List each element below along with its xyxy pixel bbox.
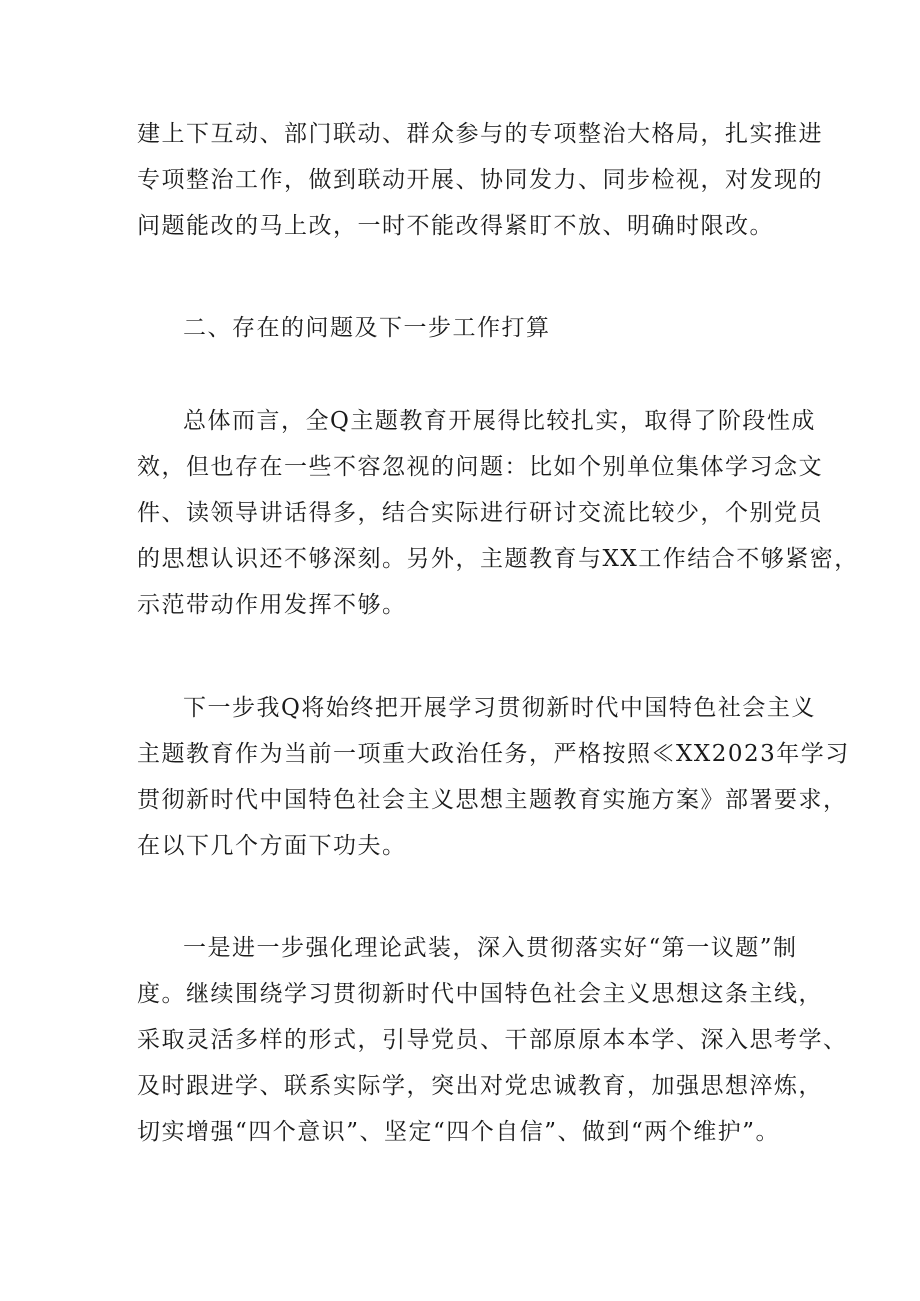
text-line: 一是进一步强化理论武装，深入贯彻落实好“第一议题”制 (183, 935, 798, 961)
text-line: 效，但也存在一些不容忽视的问题：比如个别单位集体学习念文 (137, 454, 823, 480)
intro-paragraph (137, 111, 823, 249)
text-line: 及时跟进学、联系实际学，突出对党忠诚教育，加强思想淬炼， (137, 1073, 823, 1099)
text-line: 的思想认识还不够深刻。另外，主题教育与XX工作结合不够紧密， (137, 546, 859, 572)
text-line: 总体而言，全Q主题教育开展得比较扎实，取得了阶段性成 (183, 408, 816, 434)
first-measure-paragraph (137, 925, 848, 1155)
text-line: 示范带动作用发挥不够。 (137, 592, 407, 618)
text-line: 贯彻新时代中国特色社会主义思想主题教育实施方案》部署要求， (137, 787, 848, 813)
text-line: 采取灵活多样的形式，引导党员、干部原原本本学、深入思考学、 (137, 1027, 848, 1053)
text-line: 专项整治工作，做到联动开展、协同发力、同步检视，对发现的 (137, 167, 823, 193)
text-line: 问题能改的马上改，一时不能改得紧盯不放、明确时限改。 (137, 213, 774, 239)
text-line: 下一步我Q将始终把开展学习贯彻新时代中国特色社会主义 (183, 695, 816, 721)
text-line: 切实增强“四个意识”、坚定“四个自信”、做到“两个维护”。 (137, 1119, 781, 1145)
next-steps-paragraph (137, 685, 850, 869)
text-line: 在以下几个方面下功夫。 (137, 833, 407, 859)
text-line: 建上下互动、部门联动、群众参与的专项整治大格局，扎实推进 (137, 121, 823, 147)
problems-paragraph (137, 398, 859, 628)
text-line: 度。继续围绕学习贯彻新时代中国特色社会主义思想这条主线， (137, 981, 823, 1007)
section-heading (137, 305, 810, 351)
heading-text: 二、存在的问题及下一步工作打算 (183, 315, 551, 341)
text-line: 主题教育作为当前一项重大政治任务，严格按照≪XX2023年学习 (137, 741, 850, 767)
text-line: 件、读领导讲话得多，结合实际进行研讨交流比较少，个别党员 (137, 500, 823, 526)
